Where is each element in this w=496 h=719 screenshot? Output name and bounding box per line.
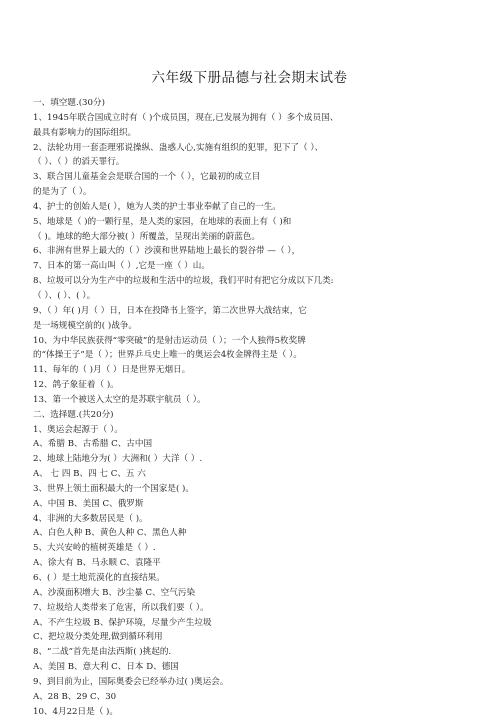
exam-content bbox=[33, 96, 466, 719]
question-line: A、徐大有 B、马永顺 C、袁隆平 bbox=[33, 558, 161, 569]
page-title: 六年级下册品德与社会期末试卷 bbox=[151, 70, 348, 86]
question-line: （ ）、（ ）的滔天罪行。 bbox=[33, 157, 125, 168]
question-line: 8、垃圾可以分为生产中的垃圾和生活中的垃圾，我们平时有把它分成以下几类: bbox=[33, 276, 334, 287]
question-line: 4、非洲的大多数居民是（ )。 bbox=[33, 513, 148, 524]
question-line: A、美国 B、意大利 C、日本 D、德国 bbox=[33, 662, 179, 673]
question-line: 4、护士的创始人是( ），她为人类的护士事业奉献了自己的一生。 bbox=[33, 201, 281, 212]
question-line: 6、非洲有世界上最大的（ ）沙漠和世界陆地上最长的裂谷带 —（ ）， bbox=[33, 246, 301, 257]
section-heading: 二、选择题.(共20分) bbox=[33, 409, 114, 420]
question-line: C、把垃圾分类处理,做到循环利用 bbox=[33, 632, 163, 643]
question-line: A、 七 四 B、四 七 C、五 六 bbox=[33, 469, 146, 480]
question-line: 7、日本的第一高山叫（ ）,它是一座（ ）山。 bbox=[33, 261, 210, 272]
question-line: 的“体操王子”是（ ）；世界乒乓史上唯一的奥运会4枚金牌得主是（ ）。 bbox=[33, 350, 302, 361]
question-line: 5、大兴安岭的植树英雄是（ ）. bbox=[33, 543, 156, 554]
question-line: 的是为了（ ）。 bbox=[33, 187, 92, 198]
question-line: 13、第一个被送入太空的是苏联宇航员（ ）。 bbox=[33, 394, 206, 405]
question-line: A、不产生垃圾 B、保护环境，尽量少产生垃圾 bbox=[33, 617, 212, 628]
question-line: 7、垃圾给人类带来了危害，所以我们要（ ）。 bbox=[33, 602, 209, 613]
question-line: A、中国 B、美国 C、俄罗斯 bbox=[33, 498, 144, 509]
question-line: A、白色人种 B、黄色人种 C、黑色人种 bbox=[33, 528, 187, 539]
question-line: 8、“二战”首先是由法西斯( )挑起的. bbox=[33, 647, 172, 658]
question-line: 3、联合国儿童基金会是联合国的一个（ ），它最初的成立目 bbox=[33, 172, 261, 183]
question-line: 2、地球上陆地分为( ）大洲和( ）大洋（ ）. bbox=[33, 454, 203, 465]
question-line: 6、( ）是土地荒漠化的直接结果。 bbox=[33, 573, 165, 583]
question-line: （ ）、( ）、( ）。 bbox=[33, 290, 96, 301]
question-line: A、28 B、29 C、30 bbox=[33, 691, 117, 702]
question-line: 10、为中华民族获得“零突破”的是射击运动员（ ）；一个人独得5枚奖牌 bbox=[33, 335, 306, 346]
question-line: 11、每年的（ )月（ ）日是世界无烟日。 bbox=[33, 365, 191, 376]
question-line: A、希腊 B、古希腊 C、古中国 bbox=[33, 439, 153, 450]
question-line: 10、4月22日是（ )。 bbox=[33, 706, 118, 717]
question-line: 9、到目前为止，国际奥委会已经举办过( )奥运会。 bbox=[33, 676, 229, 687]
question-line: 1、1945年联合国成立时有（ )个成员国，现在,已发展为拥有（ ）多个成员国、 bbox=[33, 112, 339, 123]
question-line: A、沙漠面积增大 B、沙尘暴 C、空气污染 bbox=[33, 587, 196, 598]
question-line: 5、地球是（ )的一颗行星，是人类的家园，在地球的表面上有（ )和 bbox=[33, 216, 292, 227]
section-heading: 一、填空题.(30分) bbox=[33, 98, 105, 108]
question-line: 2、法轮功用一套歪理邪说操纵、蛊惑人心,实施有组织的犯罪，犯下了（ ）、 bbox=[33, 142, 324, 153]
question-line: 1、奥运会起源于（ ）。 bbox=[33, 424, 123, 435]
question-line: 12、鸽子象征着（ )。 bbox=[33, 380, 119, 391]
question-line: （ )。地球的绝大部分被( ）所覆盖，呈现出美丽的蔚蓝色。 bbox=[33, 231, 261, 242]
question-line: 最具有影响力的国际组织。 bbox=[33, 127, 137, 138]
question-line: 9、（ ）年( )月（ ）日，日本在投降书上签字，第二次世界大战结束，它 bbox=[33, 305, 307, 316]
question-line: 3、世界上领土面积最大的一个国家是( )。 bbox=[33, 483, 194, 494]
question-line: 是一场规模空前的( )战争。 bbox=[33, 320, 137, 331]
